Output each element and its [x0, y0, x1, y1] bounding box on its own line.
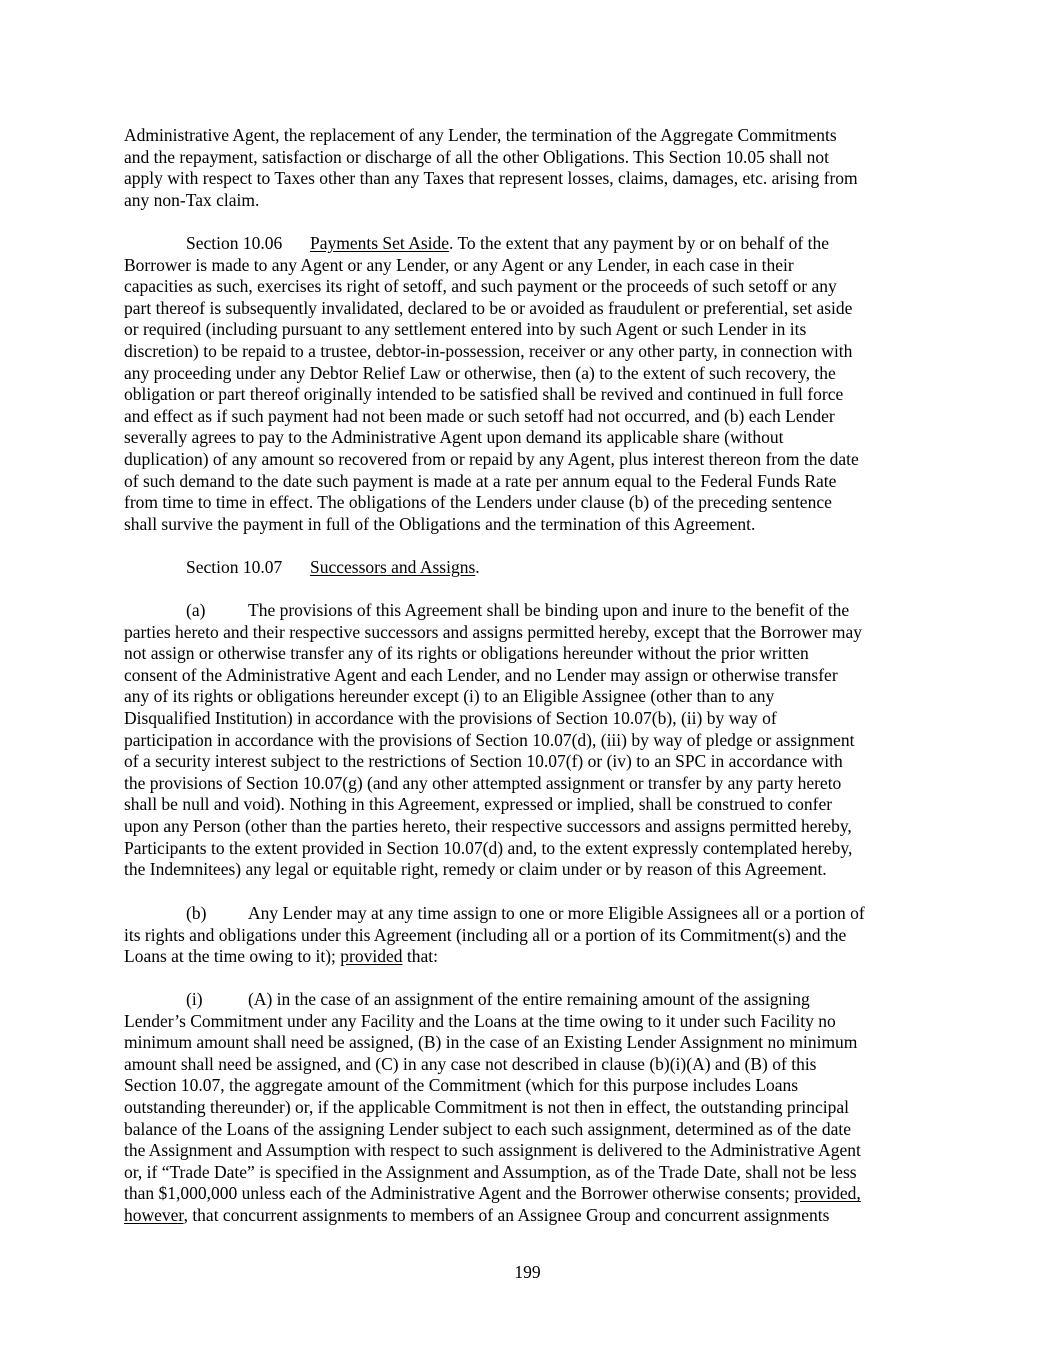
text-fragment: . To the extent that any payment by or on behalf of the [449, 233, 829, 253]
paragraph-i [124, 989, 944, 1227]
paragraph-label: (i) [186, 989, 203, 1009]
text-fragment: Loans at the time owing to it); [124, 946, 341, 967]
text-line: the Assignment and Assumption with respect to such assignment is delivered to the Administrative Agent [124, 1140, 861, 1161]
text-line: severally agrees to pay to the Administrative Agent upon demand its applicable share (without [124, 427, 784, 448]
text-line [124, 989, 944, 1011]
section-number: Section 10.06 [186, 233, 283, 253]
text-line: from time to time in effect. The obligations of the Lenders under clause (b) of the preceding sentence [124, 492, 832, 513]
text-fragment: , that concurrent assignments to members of an Assignee Group and concurrent assignments [183, 1204, 830, 1225]
text-line [124, 600, 944, 622]
text-line: capacities as such, exercises its right of setoff, and such payment or the proceeds of such setoff or any [124, 276, 837, 297]
paragraph-label: (a) [186, 600, 206, 620]
text-line: Lender’s Commitment under any Facility and the Loans at the time owing to it under such Facility no [124, 1010, 836, 1031]
paragraph-b [124, 903, 944, 968]
defined-term: provided, [794, 1183, 861, 1204]
text-line: the provisions of Section 10.07(g) (and any other attempted assignment or transfer by any party hereto [124, 772, 842, 793]
text-line: and effect as if such payment had not been made or such setoff had not occurred, and (b) each Lender [124, 405, 835, 426]
defined-term: however [124, 1204, 184, 1225]
section-10-07 [124, 557, 944, 579]
section-heading: Successors and Assigns [310, 557, 476, 577]
text-line: minimum amount shall need be assigned, (B) in the case of an Existing Lender Assignment no minimum [124, 1032, 858, 1053]
text-line [124, 1183, 944, 1205]
text-line: the Indemnitees) any legal or equitable right, remedy or claim under or by reason of this Agreement. [124, 859, 827, 880]
text-line: obligation or part thereof originally intended to be satisfied shall be revived and continued in full force [124, 384, 844, 405]
text-line: any of its rights or obligations hereunder except (i) to an Eligible Assignee (other than to any [124, 686, 775, 707]
text-line: or, if “Trade Date” is specified in the Assignment and Assumption, as of the Trade Date, shall not be less [124, 1161, 857, 1182]
text-fragment: than $1,000,000 unless each of the Administrative Agent and the Borrower otherwise consents; [124, 1183, 795, 1204]
text-line: duplication) of any amount so recovered from or repaid by any Agent, plus interest thereon from the date [124, 448, 859, 469]
text-line [124, 1205, 944, 1227]
text-line: any proceeding under any Debtor Relief Law or otherwise, then (a) to the extent of such recovery, the [124, 362, 836, 383]
text-line: and the repayment, satisfaction or discharge of all the other Obligations. This Section 10.05 shall not [124, 146, 830, 167]
text-line: shall be null and void). Nothing in this Agreement, expressed or implied, shall be construed to confer [124, 794, 833, 815]
text-line: shall survive the payment in full of the Obligations and the termination of this Agreement. [124, 513, 756, 534]
section-heading: Payments Set Aside [310, 233, 450, 253]
page-number: 199 [514, 1262, 541, 1282]
text-line: apply with respect to Taxes other than any Taxes that represent losses, claims, damages, etc. arising from [124, 168, 858, 189]
text-fragment: that: [402, 946, 438, 967]
defined-term: provided [340, 946, 403, 967]
text-line: Borrower is made to any Agent or any Lender, or any Agent or any Lender, in each case in their [124, 254, 794, 275]
text-line: balance of the Loans of the assigning Lender subject to each such assignment, determined as of the date [124, 1118, 851, 1139]
paragraph-continuation [124, 125, 944, 211]
text-line: Participants to the extent provided in Section 10.07(d) and, to the extent expressly contemplated hereby, [124, 837, 853, 858]
text-line [124, 233, 944, 255]
text-line: of such demand to the date such payment is made at a rate per annum equal to the Federal Funds Rate [124, 470, 837, 491]
section-10-06 [124, 233, 944, 535]
text-line: amount shall need be assigned, and (C) in any case not described in clause (b)(i)(A) and (B) of this [124, 1053, 817, 1074]
text-line: outstanding thereunder) or, if the applicable Commitment is not then in effect, the outstanding principal [124, 1096, 850, 1117]
text-fragment: . [475, 557, 480, 577]
text-line: Disqualified Institution) in accordance with the provisions of Section 10.07(b), (ii) by way of [124, 707, 777, 728]
text-line: any non-Tax claim. [124, 189, 260, 210]
text-fragment: Any Lender may at any time assign to one or more Eligible Assignees all or a portion of [248, 903, 865, 923]
text-fragment: The provisions of this Agreement shall be binding upon and inure to the benefit of the [248, 600, 850, 620]
text-line [124, 903, 944, 925]
text-line: not assign or otherwise transfer any of its rights or obligations hereunder without the prior written [124, 643, 809, 664]
text-line: Section 10.07, the aggregate amount of the Commitment (which for this purpose includes Loans [124, 1075, 799, 1096]
text-line: participation in accordance with the provisions of Section 10.07(d), (iii) by way of pledge or assignment [124, 729, 855, 750]
text-line [124, 557, 944, 579]
paragraph-label: (b) [186, 903, 207, 923]
text-line: of a security interest subject to the restrictions of Section 10.07(f) or (iv) to an SPC in accordance with [124, 751, 843, 772]
text-line: consent of the Administrative Agent and each Lender, and no Lender may assign or otherwise transfer [124, 664, 838, 685]
paragraph-a [124, 600, 944, 881]
text-fragment: (A) in the case of an assignment of the entire remaining amount of the assigning [248, 989, 810, 1009]
text-line: upon any Person (other than the parties hereto, their respective successors and assigns permitted hereby, [124, 815, 852, 836]
text-line [124, 946, 944, 968]
text-line: discretion) to be repaid to a trustee, debtor-in-possession, receiver or any other party, in connection with [124, 340, 853, 361]
text-line: Administrative Agent, the replacement of any Lender, the termination of the Aggregate Commitments [124, 125, 837, 145]
section-number: Section 10.07 [186, 557, 283, 577]
text-line: or required (including pursuant to any settlement entered into by such Agent or such Lender in its [124, 319, 807, 340]
text-line: part thereof is subsequently invalidated, declared to be or avoided as fraudulent or preferential, set aside [124, 297, 853, 318]
text-line: parties hereto and their respective successors and assigns permitted hereby, except that the Borrower may [124, 621, 862, 642]
text-line: its rights and obligations under this Agreement (including all or a portion of its Commitment(s) and the [124, 924, 847, 945]
